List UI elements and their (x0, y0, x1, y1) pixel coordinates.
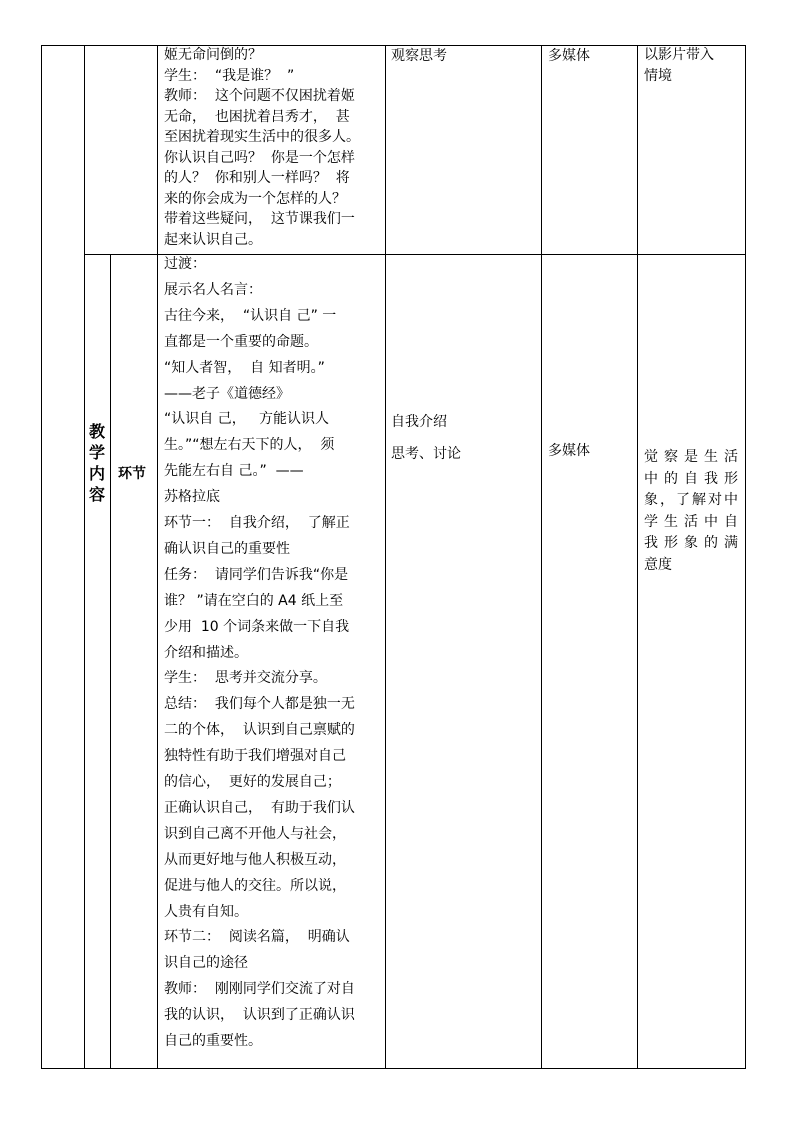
row1-intent-line-1: 以影片带入 (644, 47, 714, 63)
row2-content-line-16: 介绍和描述。 (164, 644, 248, 661)
row2-content-line-14: 谁？ ”请在空白的 A4 纸上至 (164, 592, 344, 609)
row1-content-line-3: 教师： 这个问题不仅困扰着姬 (164, 88, 355, 104)
row2-content-line-24: 从而更好地与他人积极互动， (164, 851, 346, 868)
row1-activity: 观察思考 (391, 48, 447, 64)
row2-intent-line-2: 中的自我形 (644, 470, 738, 487)
row2-intent-line-1: 觉察是生活 (644, 449, 738, 465)
row2-intent-line-4: 学生活中自 (644, 513, 738, 530)
row1-content-line-4: 无命， 也困扰着吕秀才， 甚 (164, 108, 350, 125)
section-label-char-2: 学 (88, 443, 105, 462)
row1-media: 多媒体 (548, 48, 590, 64)
row2-content-line-25: 促进与他人的交往。所以说， (164, 877, 346, 894)
row2-content-line-27: 环节二： 阅读名篇， 明确认 (164, 929, 350, 946)
row2-content-line-17: 学生： 思考并交流分享。 (164, 670, 327, 687)
row2-content-line-7: “认识自 己， 方能认识人 (164, 411, 330, 428)
col-line-1 (84, 45, 85, 1069)
row1-content-line-6: 你认识自己吗？ 你是一个怎样 (164, 149, 355, 166)
row1-content-line-5: 至困扰着现实生活中的很多人。 (164, 129, 360, 145)
row2-content-line-1: 过渡： (164, 256, 206, 272)
section-label-char-3: 内 (88, 464, 105, 483)
row2-content-line-30: 我的认识， 认识到了正确认识 (164, 1007, 355, 1024)
row2-content-line-4: 直都是一个重要的命题。 (164, 333, 318, 350)
col-line-2 (110, 254, 111, 1069)
row2-content-line-2: 展示名人名言： (164, 281, 262, 298)
row2-content-line-19: 二的个体， 认识到自己禀赋的 (164, 722, 355, 739)
table-left-border (41, 45, 42, 1069)
row2-content-line-10: 苏格拉底 (164, 489, 220, 506)
row2-content-line-5: “知人者智， 自 知者明。” (164, 359, 325, 376)
row2-content-line-28: 识自己的途径 (164, 955, 248, 972)
row2-content-line-18: 总结： 我们每个人都是独一无 (164, 696, 355, 713)
row2-intent-line-6: 意度 (644, 556, 672, 573)
row1-content-line-8: 来的你会成为一个怎样的人？ (164, 190, 346, 207)
row1-content-line-10: 起来认识自己。 (164, 231, 262, 248)
col-line-4 (385, 45, 386, 1069)
row2-content-line-12: 确认识自己的重要性 (164, 540, 290, 557)
col-line-3 (157, 45, 158, 1069)
row2-activity-line-1: 自我介绍 (391, 414, 447, 430)
row2-content-line-31: 自己的重要性。 (164, 1033, 262, 1049)
row2-content-line-21: 的信心， 更好的发展自己； (164, 774, 341, 790)
col-line-5 (541, 45, 542, 1069)
row2-activity-line-2: 思考、讨论 (391, 446, 461, 462)
row1-content-line-1: 姬无命问倒的？ (164, 47, 262, 63)
row2-content-line-9: 先能左右自 己。” —— (164, 463, 304, 480)
row1-content-line-9: 带着这些疑问， 这节课我们一 (164, 211, 355, 227)
row2-media: 多媒体 (548, 443, 590, 459)
section-label-char-4: 容 (88, 485, 105, 504)
row2-content-line-13: 任务： 请同学们告诉我“你是 (164, 566, 349, 583)
row2-content-line-3: 古往今来， “认识自 己” 一 (164, 307, 337, 324)
row2-stage-label: 环节 (118, 466, 146, 482)
row2-content-line-26: 人贵有自知。 (164, 903, 248, 920)
row1-intent-line-2: 情境 (644, 68, 672, 84)
row2-content-line-29: 教师： 刚刚同学们交流了对自 (164, 981, 355, 998)
table-top-border (41, 45, 746, 46)
row2-content-line-23: 识到自己离不开他人与社会， (164, 825, 346, 842)
table-bottom-border (41, 1068, 746, 1069)
row2-content-line-20: 独特性有助于我们增强对自己 (164, 748, 346, 765)
row2-intent-line-5: 我形象的满 (644, 535, 738, 551)
row2-content-line-15: 少用 10 个词条来做一下自我 (164, 618, 350, 635)
row2-content-line-8: 生。”“想左右天下的人， 须 (164, 437, 335, 454)
row2-intent-line-3: 象，了解对中 (644, 492, 738, 508)
section-label-char-1: 教 (88, 422, 105, 441)
row1-content-line-2: 学生： “我是谁？ ” (164, 67, 295, 84)
row2-content-line-22: 正确认识自己， 有助于我们认 (164, 799, 355, 816)
row1-content-line-7: 的人？ 你和别人一样吗？ 将 (164, 170, 350, 186)
table-right-border (745, 45, 746, 1069)
row2-content-line-11: 环节一： 自我介绍， 了解正 (164, 515, 350, 531)
col-line-6 (637, 45, 638, 1069)
row-separator (84, 254, 746, 255)
row2-content-line-6: ——老子《道德经》 (164, 385, 290, 402)
